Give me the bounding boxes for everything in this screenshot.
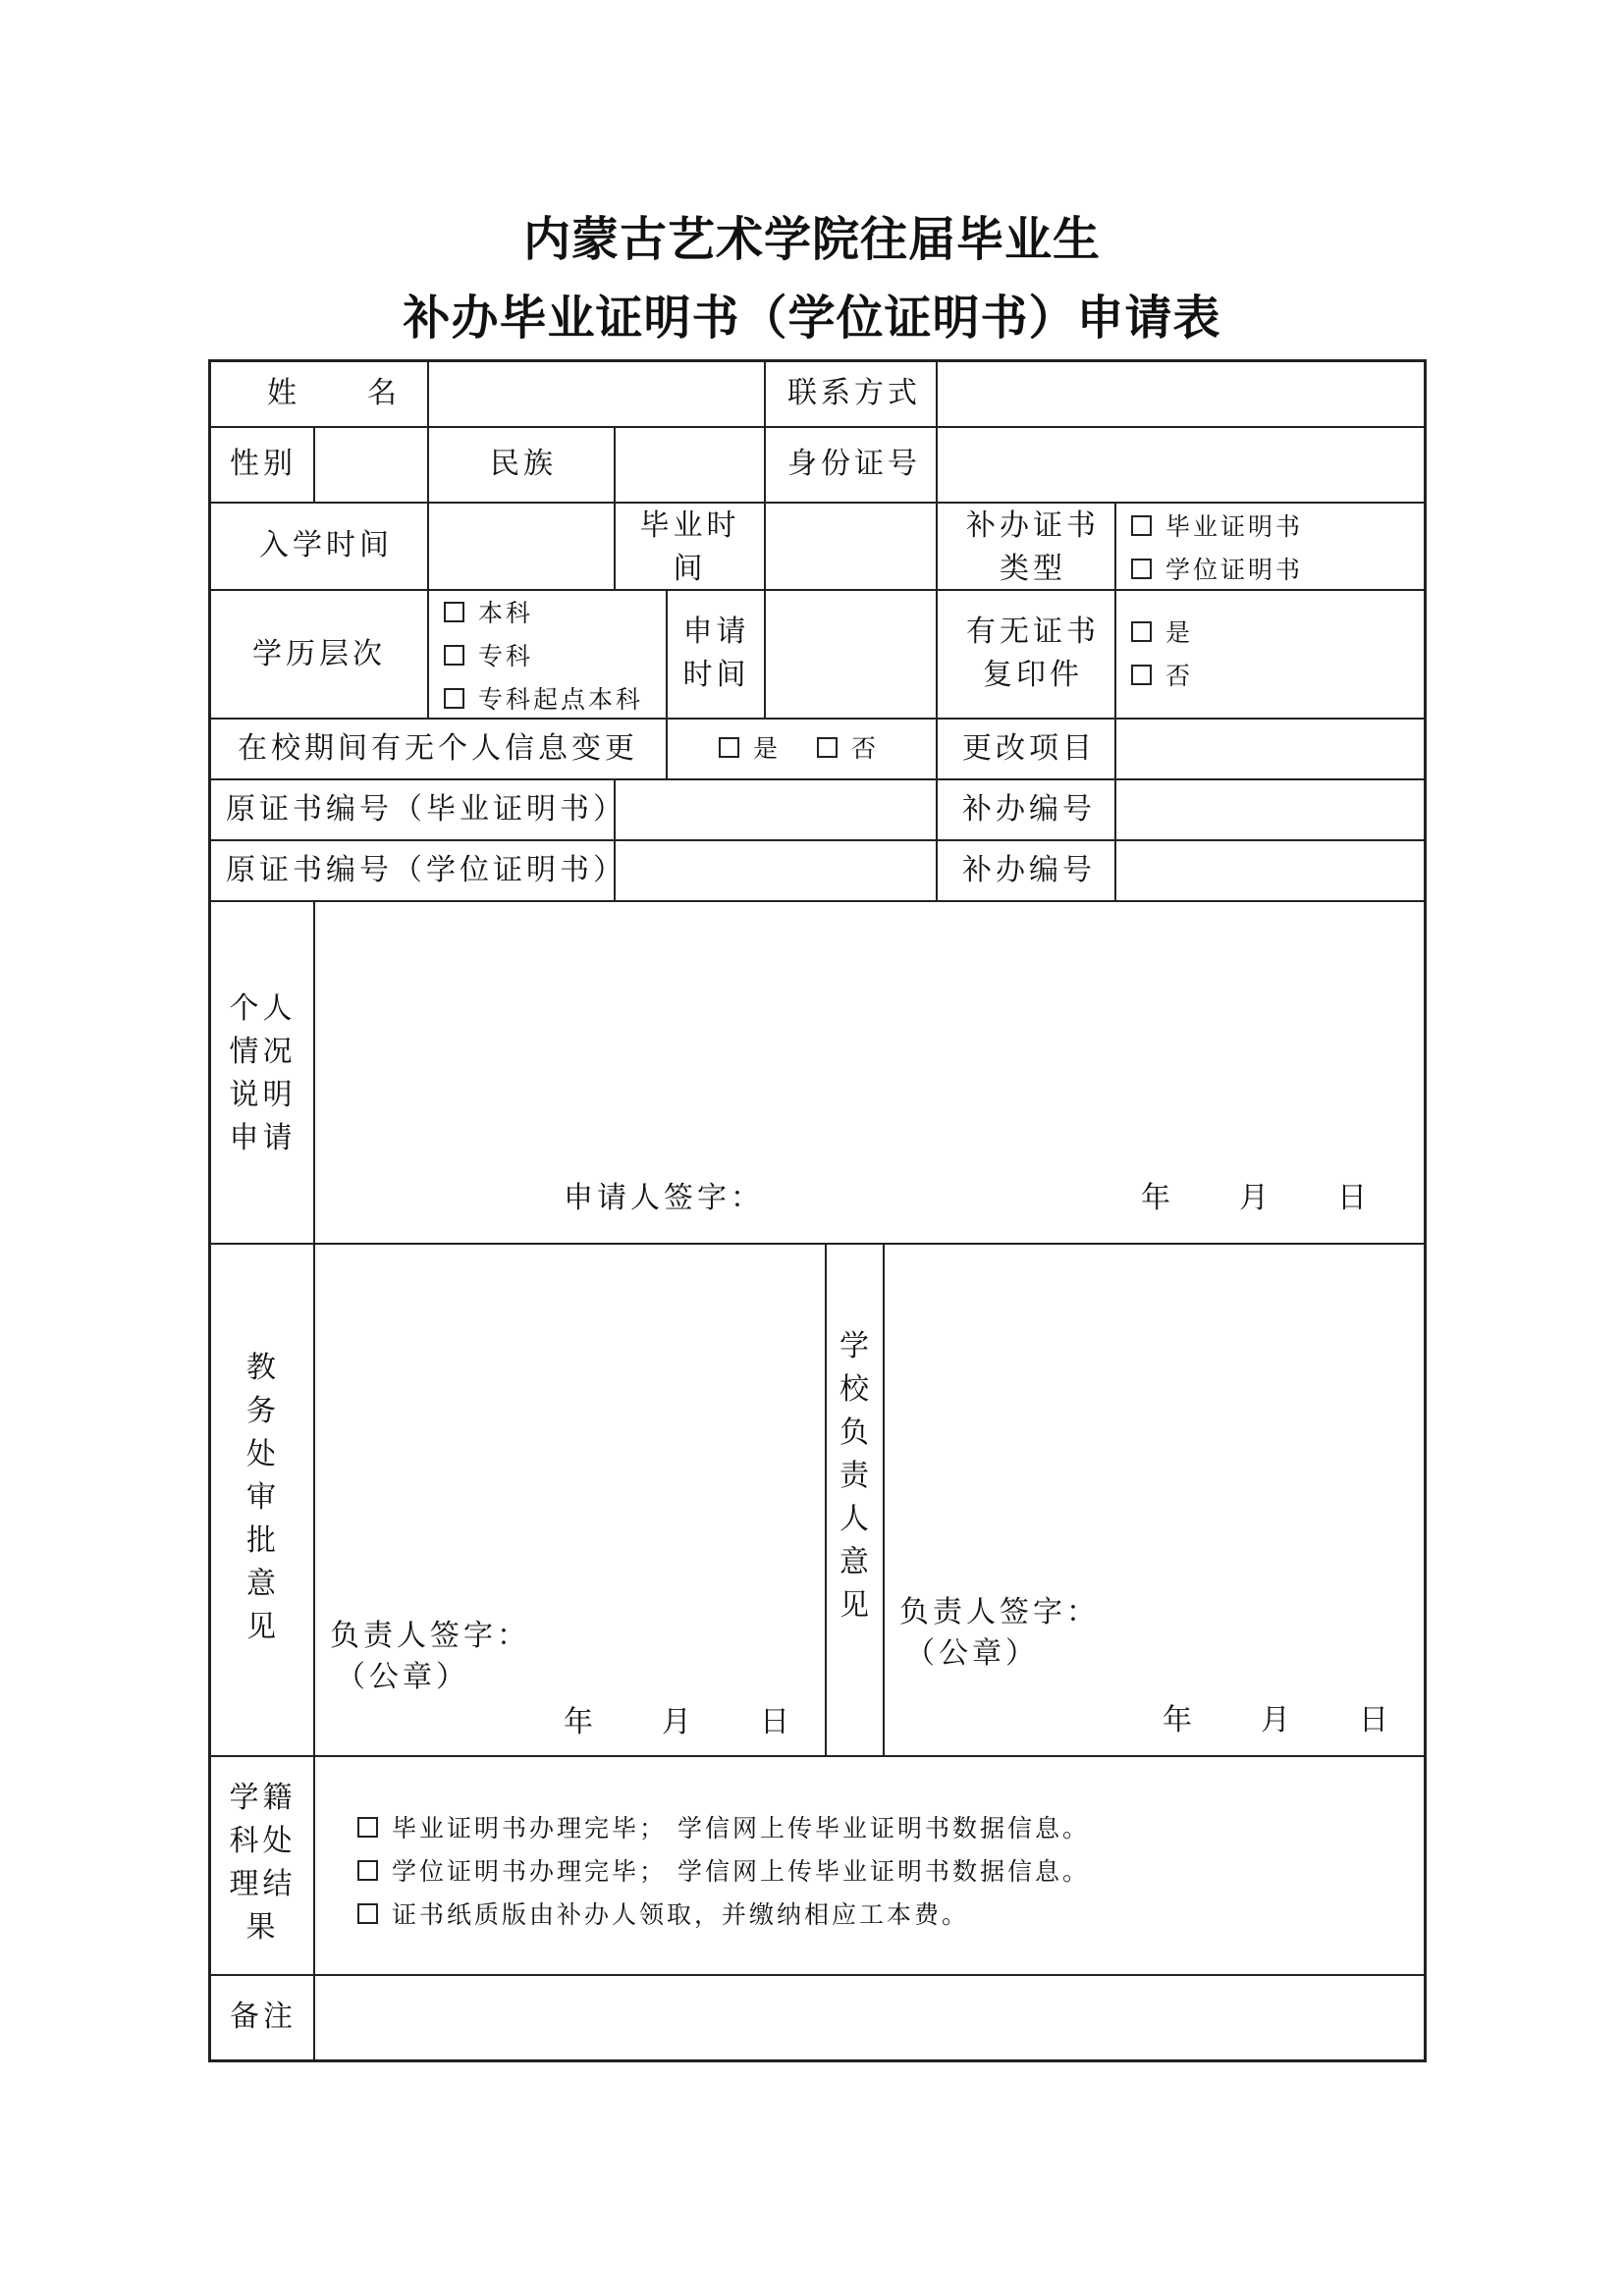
name-label: 姓 名 xyxy=(267,376,401,410)
checkbox-icon xyxy=(1131,559,1152,579)
checkbox-icon xyxy=(357,1817,378,1838)
checkbox-icon xyxy=(357,1860,378,1881)
registry-option-graduation[interactable]: 毕业证明书办理完毕； 学信网上传毕业证明书数据信息。 xyxy=(357,1816,1090,1841)
registry-option-paper[interactable]: 证书纸质版由补办人领取，并缴纳相应工本费。 xyxy=(357,1902,969,1927)
grad-time-label: 毕业时 间 xyxy=(639,508,740,586)
education-label: 学历层次 xyxy=(252,637,386,671)
school-seal-label: （公章） xyxy=(905,1636,1039,1671)
checkbox-icon xyxy=(1131,621,1152,642)
info-change-option-yes[interactable]: 是 xyxy=(719,736,781,761)
info-change-option-no[interactable]: 否 xyxy=(817,736,879,761)
apply-time-label: 申请 时间 xyxy=(682,614,750,692)
education-option-junior[interactable]: 专科 xyxy=(444,644,533,668)
school-day: 日 xyxy=(1359,1703,1392,1737)
cert-type-label: 补办证书 类型 xyxy=(966,508,1100,586)
school-leader-sign-label: 负责人签字： xyxy=(899,1595,1100,1629)
checkbox-icon xyxy=(1131,665,1152,685)
registry-result-label: 学籍 科处 理结 果 xyxy=(229,1781,297,1945)
remarks-label: 备注 xyxy=(230,2000,297,2034)
contact-label: 联系方式 xyxy=(787,376,921,410)
checkbox-icon xyxy=(444,645,464,666)
applicant-sign-label: 申请人签字： xyxy=(564,1181,764,1215)
education-option-bachelor[interactable]: 本科 xyxy=(444,601,533,625)
cert-type-option-degree[interactable]: 学位证明书 xyxy=(1131,558,1303,582)
registry-option-degree[interactable]: 学位证明书办理完毕； 学信网上传毕业证明书数据信息。 xyxy=(357,1859,1090,1884)
info-change-label: 在校期间有无个人信息变更 xyxy=(238,731,638,766)
checkbox-icon xyxy=(444,688,464,709)
statement-month: 月 xyxy=(1239,1181,1272,1215)
copy-option-yes[interactable]: 是 xyxy=(1131,620,1193,645)
affairs-seal-label: （公章） xyxy=(336,1660,469,1694)
application-form-table xyxy=(208,359,1427,2062)
cert-type-option-graduation[interactable]: 毕业证明书 xyxy=(1131,514,1303,539)
orig-degree-no-label: 原证书编号（学位证明书） xyxy=(226,853,626,887)
copy-label: 有无证书 复印件 xyxy=(966,614,1100,692)
affairs-month: 月 xyxy=(662,1705,695,1739)
statement-year: 年 xyxy=(1141,1181,1174,1215)
personal-statement-label: 个人 情况 说明 申请 xyxy=(229,991,297,1155)
orig-grad-no-label: 原证书编号（毕业证明书） xyxy=(226,792,626,827)
affairs-leader-sign-label: 负责人签字： xyxy=(330,1619,530,1653)
reissue-no-label-2: 补办编号 xyxy=(962,853,1096,887)
checkbox-icon xyxy=(719,737,739,758)
ethnicity-label: 民族 xyxy=(490,447,557,481)
form-title-line2: 补办毕业证明书（学位证明书）申请表 xyxy=(403,291,1221,346)
academic-affairs-label: 教 务 处 审 批 意 见 xyxy=(246,1351,276,1644)
checkbox-icon xyxy=(817,737,838,758)
school-month: 月 xyxy=(1261,1703,1294,1737)
school-head-label: 学 校 负 责 人 意 见 xyxy=(839,1329,869,1623)
form-title-line1: 内蒙古艺术学院往届毕业生 xyxy=(522,212,1101,267)
reissue-no-label: 补办编号 xyxy=(962,792,1096,827)
statement-day: 日 xyxy=(1337,1181,1371,1215)
id-number-label: 身份证号 xyxy=(787,447,921,481)
checkbox-icon xyxy=(1131,515,1152,536)
checkbox-icon xyxy=(357,1903,378,1924)
copy-option-no[interactable]: 否 xyxy=(1131,664,1193,688)
enroll-time-label: 入学时间 xyxy=(259,528,393,562)
affairs-year: 年 xyxy=(564,1705,597,1739)
affairs-day: 日 xyxy=(760,1705,793,1739)
change-item-label: 更改项目 xyxy=(962,731,1096,766)
gender-label: 性别 xyxy=(230,447,297,481)
education-option-upgrade[interactable]: 专科起点本科 xyxy=(444,687,643,712)
school-year: 年 xyxy=(1163,1703,1196,1737)
checkbox-icon xyxy=(444,602,464,622)
